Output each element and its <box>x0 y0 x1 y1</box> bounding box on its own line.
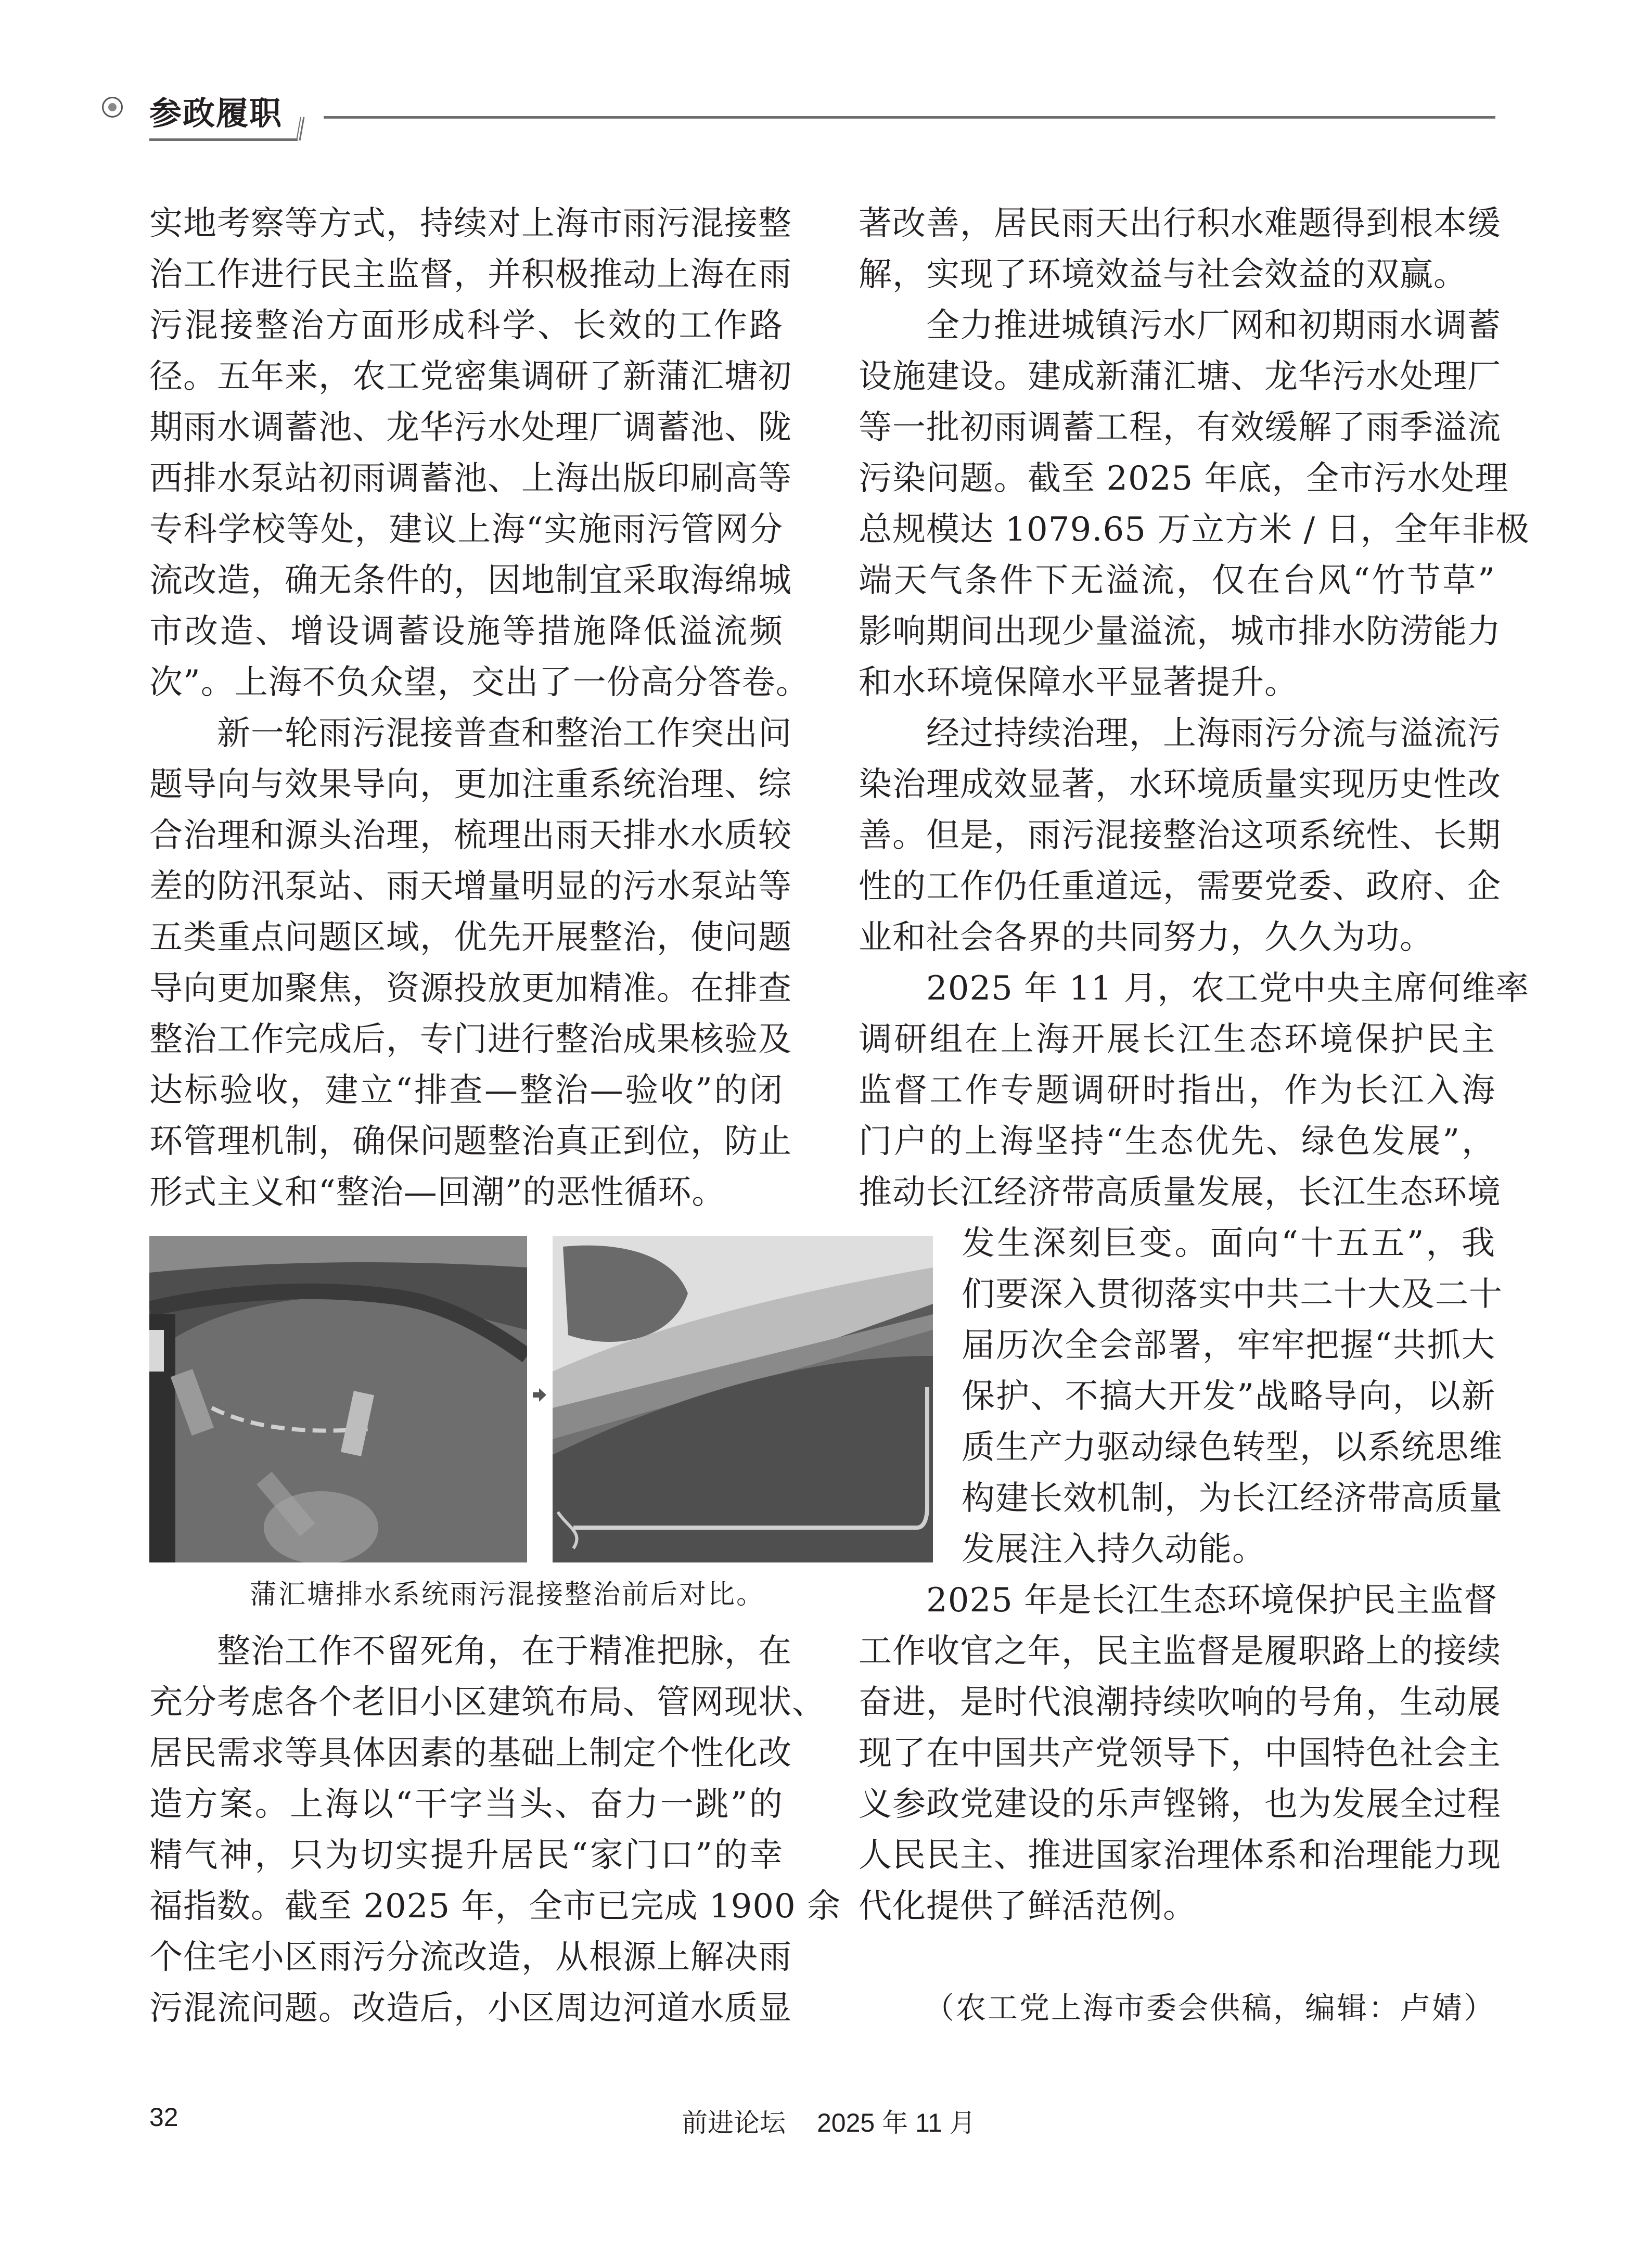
text-line: 解，实现了环境效益与社会效益的双赢。 <box>859 255 1467 294</box>
text-line: 发展注入持久动能。 <box>962 1530 1266 1569</box>
text-line: 善。但是，雨污混接整治这项系统性、长期 <box>859 816 1501 855</box>
text-line: 和水环境保障水平显著提升。 <box>859 663 1298 702</box>
text-line: 实地考察等方式，持续对上海市雨污混接整 <box>149 204 792 243</box>
text-line: 整治工作不留死角，在于精准把脉，在 <box>149 1632 792 1671</box>
text-line: 发生深刻巨变。面向“十五五”，我 <box>962 1224 1495 1263</box>
text-line: 造方案。上海以“干字当头、奋力一跳”的 <box>149 1785 783 1824</box>
text-line: 次”。上海不负众望，交出了一份高分答卷。 <box>149 663 810 702</box>
text-line: 工作收官之年，民主监督是履职路上的接续 <box>859 1632 1501 1671</box>
text-line: 污混接整治方面形成科学、长效的工作路 <box>149 306 783 345</box>
photo-after <box>553 1236 933 1562</box>
text-line: 达标验收，建立“排查—整治—验收”的闭 <box>149 1071 783 1110</box>
text-line: 专科学校等处，建议上海“实施雨污管网分 <box>149 510 783 549</box>
target-circle-icon <box>102 97 123 118</box>
text-line: 们要深入贯彻落实中共二十大及二十 <box>962 1275 1503 1314</box>
text-line: 福指数。截至 2025 年，全市已完成 1900 余 <box>149 1887 841 1926</box>
text-line: 2025 年 11 月，农工党中央主席何维率 <box>859 969 1530 1008</box>
text-line: 影响期间出现少量溢流，城市排水防涝能力 <box>859 612 1501 651</box>
text-line: 调研组在上海开展长江生态环境保护民主 <box>859 1020 1495 1059</box>
byline: （农工党上海市委会供稿，编辑：卢婧） <box>924 1990 1495 2026</box>
text-line: 差的防汛泵站、雨天增量明显的污水泵站等 <box>149 867 792 906</box>
photo-before <box>149 1236 527 1562</box>
section-title: 参政履职 <box>149 94 283 132</box>
text-line: 居民需求等具体因素的基础上制定个性化改 <box>149 1734 792 1773</box>
publication-name: 前进论坛 <box>682 2108 786 2137</box>
text-line: 著改善，居民雨天出行积水难题得到根本缓 <box>859 204 1501 243</box>
text-line: 质生产力驱动绿色转型，以系统思维 <box>962 1428 1503 1467</box>
header-rule-diagonal <box>297 116 328 142</box>
text-line: 个住宅小区雨污分流改造，从根源上解决雨 <box>149 1938 792 1977</box>
text-line: 人民民主、推进国家治理体系和治理能力现 <box>859 1836 1501 1875</box>
text-line: 端天气条件下无溢流，仅在台风“竹节草” <box>859 561 1495 600</box>
text-line: 经过持续治理，上海雨污分流与溢流污 <box>859 714 1501 753</box>
text-line: 业和社会各界的共同努力，久久为功。 <box>859 918 1433 957</box>
text-line: 性的工作仍任重道远，需要党委、政府、企 <box>859 867 1501 906</box>
text-line: 染治理成效显著，水环境质量实现历史性改 <box>859 765 1501 804</box>
text-line: 期雨水调蓄池、龙华污水处理厂调蓄池、陇 <box>149 408 792 447</box>
figure-caption: 蒲汇塘排水系统雨污混接整治前后对比。 <box>250 1579 765 1610</box>
text-line: 设施建设。建成新蒲汇塘、龙华污水处理厂 <box>859 357 1501 396</box>
text-line: 代化提供了鲜活范例。 <box>859 1887 1197 1926</box>
header-rule <box>324 116 1495 119</box>
text-line: 合治理和源头治理，梳理出雨天排水水质较 <box>149 816 792 855</box>
header-rule-stub <box>149 138 298 141</box>
text-line: 整治工作完成后，专门进行整治成果核验及 <box>149 1020 792 1059</box>
text-line: 精气神，只为切实提升居民“家门口”的幸 <box>149 1836 783 1875</box>
text-line: 导向更加聚焦，资源投放更加精准。在排查 <box>149 969 792 1008</box>
text-line: 污染问题。截至 2025 年底，全市污水处理 <box>859 459 1509 498</box>
text-line: 全力推进城镇污水厂网和初期雨水调蓄 <box>859 306 1501 345</box>
text-line: 五类重点问题区域，优先开展整治，使问题 <box>149 918 792 957</box>
text-line: 2025 年是长江生态环境保护民主监督 <box>859 1581 1498 1620</box>
text-line: 新一轮雨污混接普查和整治工作突出问 <box>149 714 792 753</box>
page-number: 32 <box>149 2103 178 2132</box>
text-line: 现了在中国共产党领导下，中国特色社会主 <box>859 1734 1501 1773</box>
text-line: 流改造，确无条件的，因地制宜采取海绵城 <box>149 561 792 600</box>
text-line: 构建长效机制，为长江经济带高质量 <box>962 1479 1503 1518</box>
text-line: 径。五年来，农工党密集调研了新蒲汇塘初 <box>149 357 792 396</box>
text-line: 奋进，是时代浪潮持续吹响的号角，生动展 <box>859 1683 1501 1722</box>
text-line: 门户的上海坚持“生态优先、绿色发展”， <box>859 1122 1495 1161</box>
text-line: 保护、不搞大开发”战略导向，以新 <box>962 1377 1495 1416</box>
text-line: 总规模达 1079.65 万立方米 / 日，全年非极 <box>859 510 1530 549</box>
text-line: 环管理机制，确保问题整治真正到位，防止 <box>149 1122 792 1161</box>
issue-date: 2025 年 11 月 <box>817 2108 976 2137</box>
text-line: 西排水泵站初雨调蓄池、上海出版印刷高等 <box>149 459 792 498</box>
arrow-right-icon <box>533 1387 546 1403</box>
text-line: 等一批初雨调蓄工程，有效缓解了雨季溢流 <box>859 408 1501 447</box>
text-line: 市改造、增设调蓄设施等措施降低溢流频 <box>149 612 783 651</box>
text-line: 义参政党建设的乐声铿锵，也为发展全过程 <box>859 1785 1501 1824</box>
text-line: 形式主义和“整治—回潮”的恶性循环。 <box>149 1173 726 1212</box>
text-line: 充分考虑各个老旧小区建筑布局、管网现状、 <box>149 1683 826 1722</box>
text-line: 题导向与效果导向，更加注重系统治理、综 <box>149 765 792 804</box>
text-line: 监督工作专题调研时指出，作为长江入海 <box>859 1071 1495 1110</box>
text-line: 污混流问题。改造后，小区周边河道水质显 <box>149 1989 792 2028</box>
text-line: 治工作进行民主监督，并积极推动上海在雨 <box>149 255 792 294</box>
text-line: 推动长江经济带高质量发展，长江生态环境 <box>859 1173 1501 1212</box>
text-line: 届历次全会部署，牢牢把握“共抓大 <box>962 1326 1495 1365</box>
